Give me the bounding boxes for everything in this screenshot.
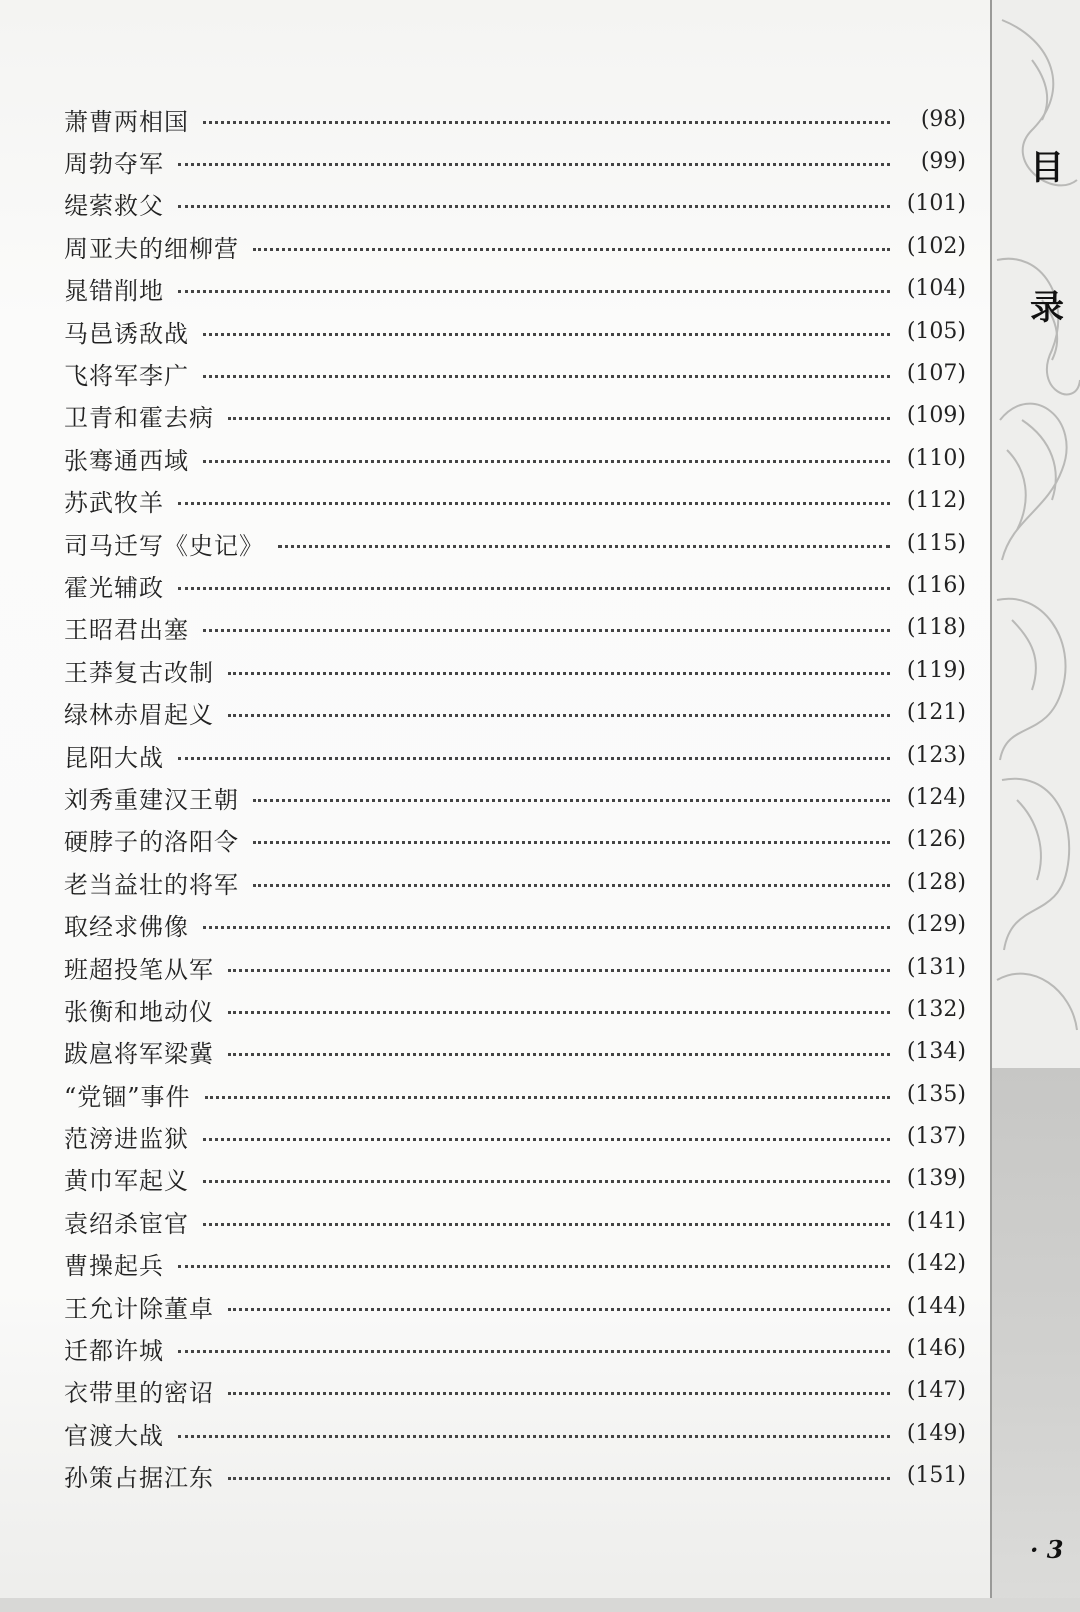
toc-entry-page: (107) [906,361,966,387]
toc-entry-page: (124) [906,784,966,810]
page-bottom-edge [0,1598,1080,1612]
toc-entry [64,1158,966,1200]
toc-entry [64,268,966,310]
toc-entry-page: (128) [906,869,966,895]
toc-leader-dots [178,1265,890,1268]
toc-entry [64,480,966,522]
toc-entry-page: (118) [906,615,966,641]
toc-leader-dots [203,375,890,378]
toc-entry-title: 王允计除董卓 [64,1294,214,1323]
toc-entry-title: 范滂进监狱 [64,1125,189,1154]
toc-entry-title: 王莽复古改制 [64,658,214,687]
toc-entry-page: (132) [906,996,966,1022]
toc-entry [64,819,966,861]
toc-leader-dots [228,1392,890,1395]
toc-entry-page: (135) [906,1081,966,1107]
toc-entry-title: “党锢”事件 [64,1082,191,1111]
toc-entry-title: 周勃夺军 [64,150,164,179]
toc-entry [64,1115,966,1157]
side-gray-band [992,1068,1080,1612]
toc-entry [64,1285,966,1327]
toc-leader-dots [253,248,890,251]
toc-leader-dots [203,1138,890,1141]
toc-entry-title: 衣带里的密诏 [64,1379,214,1408]
toc-leader-dots [228,672,890,675]
toc-entry [64,691,966,733]
toc-entry-page: (99) [920,149,966,175]
toc-entry-page: (129) [906,912,966,938]
toc-leader-dots [228,1308,890,1311]
toc-entry [64,522,966,564]
toc-entry-page: (151) [906,1463,966,1489]
toc-leader-dots [178,587,890,590]
toc-entry-title: 张衡和地动仪 [64,997,214,1026]
toc-entry [64,1243,966,1285]
toc-entry-title: 昆阳大战 [64,743,164,772]
toc-entry-page: (123) [906,742,966,768]
toc-entry [64,140,966,182]
toc-entry-page: (104) [906,276,966,302]
toc-entry-page: (134) [906,1039,966,1065]
toc-leader-dots [178,502,890,505]
toc-entry [64,1412,966,1454]
toc-entry-title: 飞将军李广 [64,362,189,391]
toc-leader-dots [203,926,890,929]
toc-entry [64,395,966,437]
toc-entry-title: 袁绍杀宦官 [64,1209,189,1238]
toc-leader-dots [178,205,890,208]
toc-leader-dots [278,545,890,548]
toc-entry [64,1073,966,1115]
toc-leader-dots [178,1435,890,1438]
toc-entry-page: (98) [920,106,966,132]
toc-entry-page: (146) [906,1336,966,1362]
toc-entry-page: (126) [906,827,966,853]
toc-leader-dots [178,757,890,760]
toc-entry-title: 迁都许城 [64,1337,164,1366]
toc-entry-page: (102) [906,233,966,259]
toc-entry-title: 孙策占据江东 [64,1464,214,1493]
toc-entry-page: (115) [906,530,966,556]
toc-leader-dots [228,1477,890,1480]
toc-entry [64,1031,966,1073]
toc-entry-title: 周亚夫的细柳营 [64,234,239,263]
toc-entry [64,734,966,776]
toc-entry-page: (109) [906,403,966,429]
toc-entry-title: 老当益壮的将军 [64,870,239,899]
toc-entry-title: 绿林赤眉起义 [64,701,214,730]
toc-entry-title: 跋扈将军梁冀 [64,1040,214,1069]
toc-leader-dots [228,714,890,717]
toc-leader-dots [203,121,890,124]
toc-entry [64,310,966,352]
toc-leader-dots [203,629,890,632]
toc-entry-title: 晁错削地 [64,277,164,306]
toc-entry-title: 黄巾军起义 [64,1167,189,1196]
toc-entry [64,183,966,225]
table-of-contents [64,98,966,1497]
toc-leader-dots [178,290,890,293]
page-number: · 3 [1030,1535,1064,1564]
toc-leader-dots [178,163,890,166]
toc-entry [64,437,966,479]
toc-entry-page: (121) [906,700,966,726]
toc-entry-title: 王昭君出塞 [64,616,189,645]
toc-entry-page: (149) [906,1420,966,1446]
toc-entry-title: 硬脖子的洛阳令 [64,828,239,857]
toc-entry-page: (131) [906,954,966,980]
toc-entry-page: (101) [906,191,966,217]
toc-leader-dots [228,1011,890,1014]
toc-entry [64,946,966,988]
toc-leader-dots [203,1223,890,1226]
toc-entry [64,1370,966,1412]
toc-entry [64,861,966,903]
toc-entry-page: (137) [906,1124,966,1150]
toc-entry-title: 萧曹两相国 [64,107,189,136]
side-heading-char-2: 录 [1030,288,1064,328]
toc-leader-dots [253,799,890,802]
toc-entry-page: (110) [906,445,966,471]
toc-entry [64,988,966,1030]
toc-leader-dots [203,460,890,463]
toc-entry-title: 官渡大战 [64,1421,164,1450]
side-heading-char-1: 目 [1030,148,1064,188]
toc-leader-dots [253,884,890,887]
toc-entry-page: (112) [906,488,966,514]
toc-entry-page: (147) [906,1378,966,1404]
toc-leader-dots [228,1053,890,1056]
toc-entry-title: 班超投笔从军 [64,955,214,984]
toc-entry-title: 苏武牧羊 [64,489,164,518]
toc-entry [64,776,966,818]
toc-leader-dots [203,333,890,336]
toc-leader-dots [253,841,890,844]
toc-leader-dots [178,1350,890,1353]
toc-entry [64,607,966,649]
toc-entry [64,1200,966,1242]
toc-entry-title: 刘秀重建汉王朝 [64,785,239,814]
toc-entry-page: (105) [906,318,966,344]
toc-entry-title: 卫青和霍去病 [64,404,214,433]
toc-entry-page: (116) [906,572,966,598]
toc-entry [64,1455,966,1497]
toc-leader-dots [203,1180,890,1183]
toc-entry [64,98,966,140]
toc-entry [64,352,966,394]
toc-entry-page: (139) [906,1166,966,1192]
toc-entry-title: 司马迁写《史记》 [64,531,264,560]
toc-entry-title: 曹操起兵 [64,1252,164,1281]
toc-entry-title: 霍光辅政 [64,573,164,602]
toc-entry-page: (144) [906,1293,966,1319]
toc-entry-page: (141) [906,1208,966,1234]
toc-entry-page: (119) [906,657,966,683]
toc-entry-page: (142) [906,1251,966,1277]
toc-entry-title: 马邑诱敌战 [64,319,189,348]
toc-entry [64,225,966,267]
toc-entry-title: 缇萦救父 [64,192,164,221]
toc-entry-title: 取经求佛像 [64,913,189,942]
toc-leader-dots [228,417,890,420]
toc-entry [64,564,966,606]
toc-entry-title: 张骞通西域 [64,446,189,475]
toc-leader-dots [228,969,890,972]
toc-entry [64,903,966,945]
toc-leader-dots [205,1096,890,1099]
toc-entry [64,649,966,691]
toc-entry [64,1327,966,1369]
